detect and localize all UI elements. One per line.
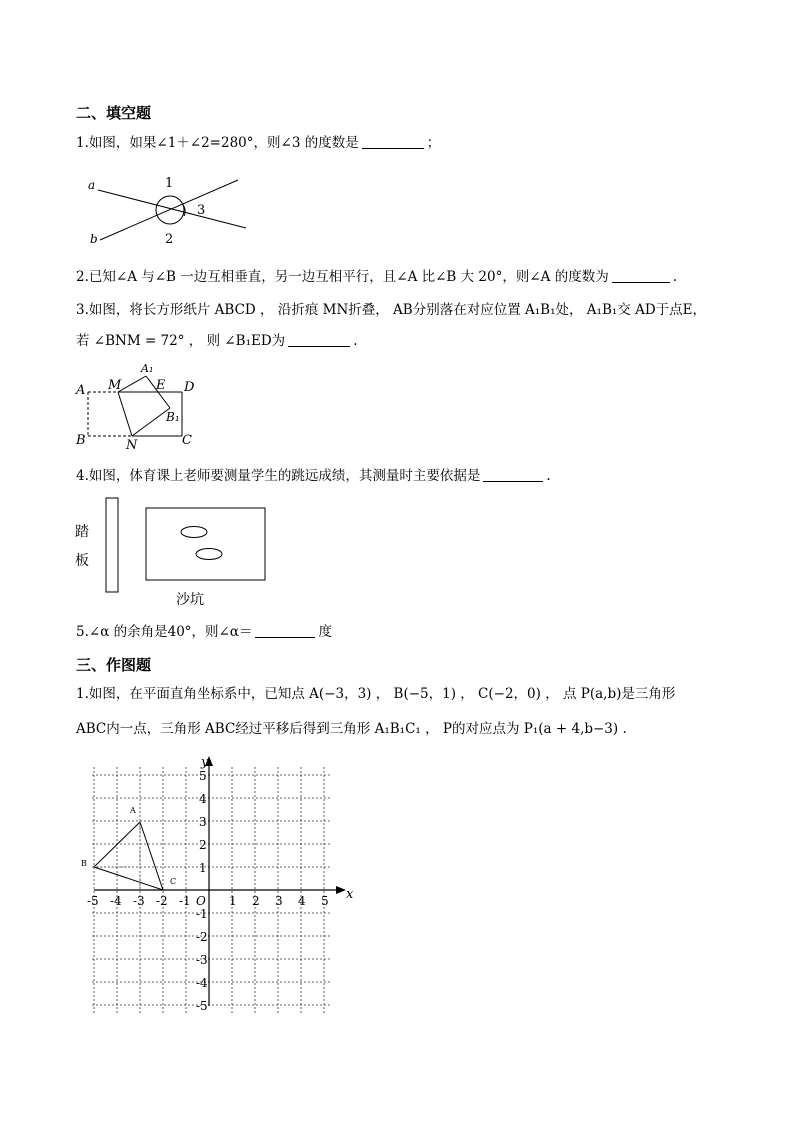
x-tick-label: 2: [252, 894, 260, 908]
y-tick-label: -4: [196, 976, 208, 990]
label-M: M: [108, 378, 122, 393]
label-3: 3: [197, 203, 206, 218]
y-tick-label: -3: [196, 953, 208, 967]
x-tick-label: -1: [179, 894, 191, 908]
question-5: 5.∠α 的余角是40°，则∠α＝ 度: [76, 624, 332, 640]
label-b: b: [90, 232, 98, 246]
x-axis-label: x: [346, 887, 354, 902]
board-label-2: 板: [75, 553, 89, 569]
y-tick-label: -5: [196, 999, 208, 1013]
section-title-fill-blank: 二、填空题: [76, 104, 152, 122]
label-1: 1: [165, 176, 174, 191]
label-C: C: [182, 433, 192, 448]
x-tick-label: 3: [275, 894, 283, 908]
triangle-ABC: [94, 822, 163, 890]
question-3-line2: 若 ∠BNM = 72° ， 则 ∠B₁ED为 .: [76, 333, 358, 349]
y-axis-label: y: [201, 755, 209, 770]
y-tick-label: 3: [199, 815, 207, 829]
y-tick-label: 1: [199, 861, 207, 875]
x-tick-label: -3: [133, 894, 145, 908]
question-4: 4.如图，体育课上老师要测量学生的跳远成绩，其测量时主要依据是 .: [76, 468, 551, 484]
point-A-label: A: [130, 806, 136, 815]
label-D: D: [184, 380, 195, 395]
y-tick-label: -2: [196, 930, 208, 944]
label-N: N: [126, 438, 138, 453]
pit-label: 沙坑: [176, 592, 204, 608]
x-tick-label: -5: [87, 894, 99, 908]
label-a: a: [88, 178, 96, 192]
question-6-line1: 1.如图，在平面直角坐标系中，已知点 A(−3，3) ， B(−5，1) ， C(−2，0) ， 点 P(a,b)是三角形: [76, 686, 676, 702]
point-B-label: B: [81, 859, 87, 868]
label-E: E: [156, 378, 166, 393]
x-axis-arrow: [336, 886, 346, 894]
x-tick-label: -4: [110, 894, 122, 908]
question-1: 1.如图，如果∠1＋∠2=280°，则∠3 的度数是 ；: [76, 135, 441, 151]
question-2: 2.已知∠A 与∠B 一边互相垂直，另一边互相平行，且∠A 比∠B 大 20°，则∠A 的度数为 .: [76, 269, 677, 285]
question-1-text: 1.如图，如果∠1＋∠2=280°，则∠3 的度数是: [76, 135, 359, 151]
x-tick-label: 4: [298, 894, 306, 908]
label-A1: A₁: [141, 362, 154, 375]
question-6-line2: ABC内一点，三角形 ABC经过平移后得到三角形 A₁B₁C₁ ， P的对应点为 P₁(a + 4,b−3) .: [76, 721, 627, 737]
point-C-label: C: [170, 877, 177, 886]
section-title-drawing: 三、作图题: [76, 656, 152, 674]
y-tick-label: 4: [199, 792, 207, 806]
x-tick-label: -2: [156, 894, 168, 908]
label-B: B: [76, 433, 86, 448]
question-2-text: 2.已知∠A 与∠B 一边互相垂直，另一边互相平行，且∠A 比∠B 大 20°，则∠A 的度数为: [76, 269, 609, 285]
label-2: 2: [165, 232, 174, 247]
question-5-text: 5.∠α 的余角是40°，则∠α＝: [76, 624, 253, 640]
origin-label: O: [196, 894, 206, 908]
x-tick-label: 1: [229, 894, 237, 908]
question-3-line1: 3.如图，将长方形纸片 ABCD ， 沿折痕 MN折叠， AB分别落在对应位置 A₁B₁处， A₁B₁交 AD于点E，: [76, 302, 707, 318]
y-tick-label: 5: [199, 769, 207, 783]
y-tick-label: -1: [196, 907, 208, 921]
board-label-1: 踏: [75, 524, 89, 540]
label-A: A: [76, 383, 86, 398]
y-tick-label: 2: [199, 838, 207, 852]
x-tick-label: 5: [321, 894, 329, 908]
label-B1: B₁: [166, 410, 180, 424]
question-4-text: 4.如图，体育课上老师要测量学生的跳远成绩，其测量时主要依据是: [76, 468, 481, 484]
